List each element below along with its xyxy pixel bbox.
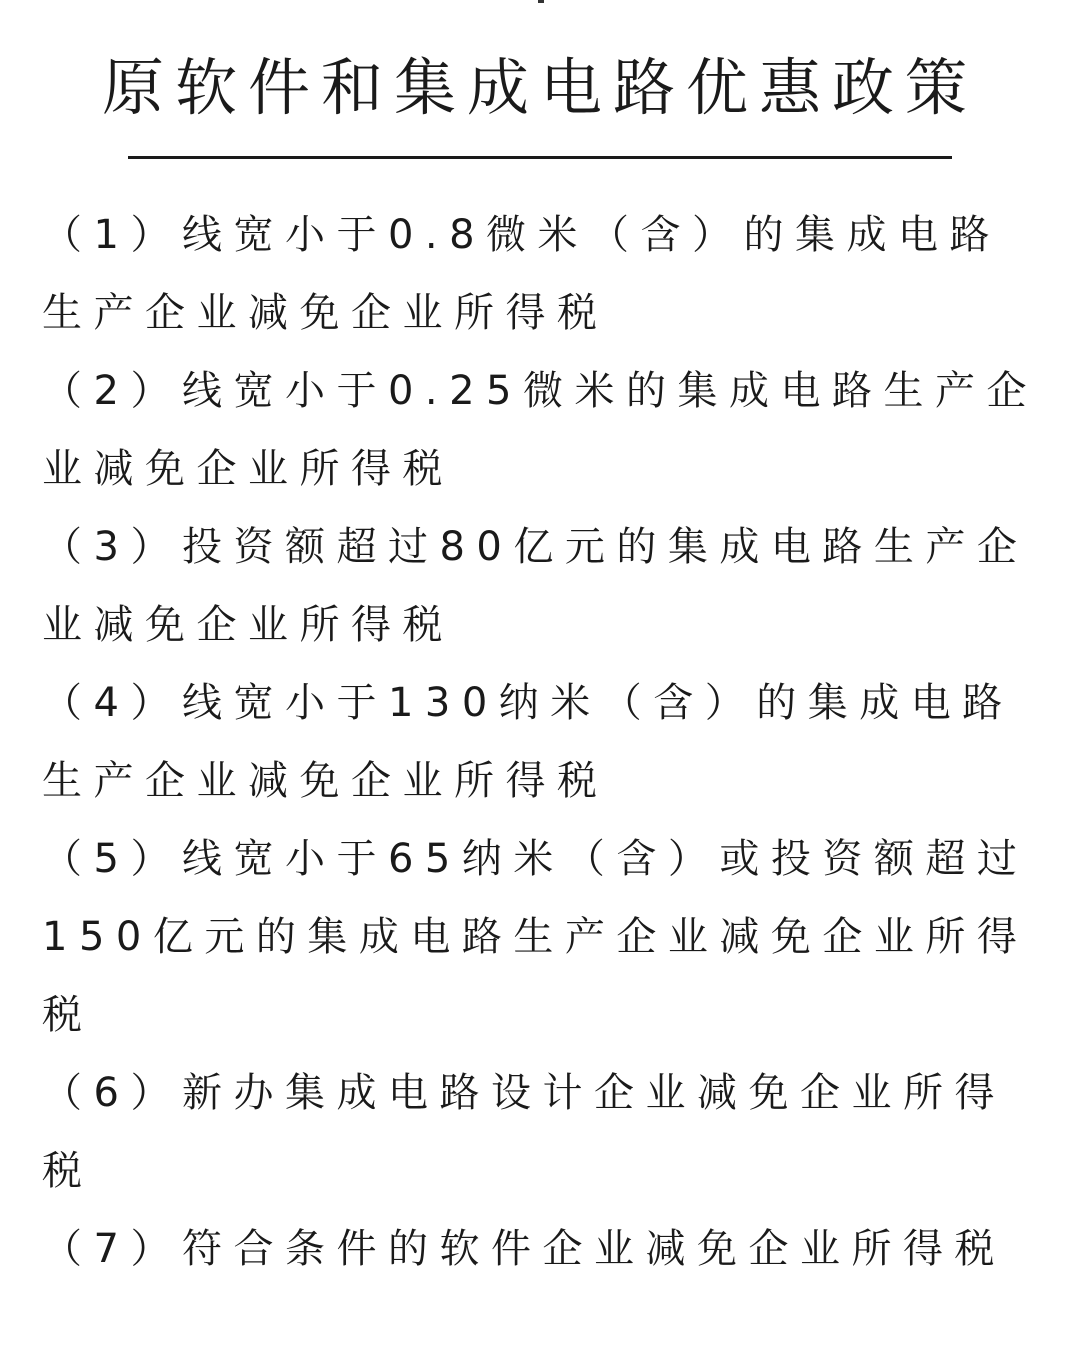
policy-item-5: （5）线宽小于65纳米（含）或投资额超过150亿元的集成电路生产企业减免企业所得税 [42,836,1029,1038]
policy-item-6: （6）新办集成电路设计企业减免企业所得税 [42,1070,1006,1194]
policy-item-1: （1）线宽小于0.8微米（含）的集成电路生产企业减免企业所得税 [42,212,1002,336]
policy-item-4: （4）线宽小于130纳米（含）的集成电路生产企业减免企业所得税 [42,680,1014,804]
policy-item-7: （7）符合条件的软件企业减免企业所得税 [42,1226,1006,1272]
policy-list [42,196,1042,1288]
policy-item-3: （3）投资额超过80亿元的集成电路生产企业减免企业所得税 [42,524,1029,648]
title-divider [128,156,952,159]
top-edge-mark [538,0,544,3]
policy-item-2: （2）线宽小于0.25微米的集成电路生产企业减免企业所得税 [42,368,1039,492]
page-title: 原软件和集成电路优惠政策 [101,51,978,124]
